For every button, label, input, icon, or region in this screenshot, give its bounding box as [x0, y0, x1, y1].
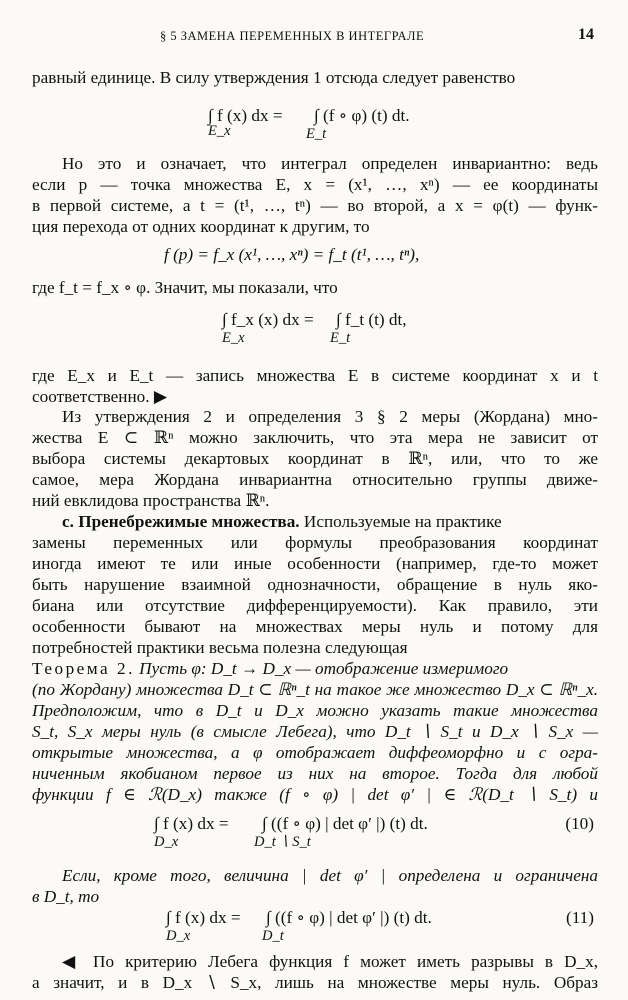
text-line: соответственно. ▶: [32, 387, 168, 406]
text-line: быть нарушение взаимной однозначности, обращение в нуль яко-: [32, 575, 598, 594]
text-line: где f_t = f_x ∘ φ. Значит, мы показали, что: [32, 278, 338, 297]
formula-11-left: ∫ f (x) dx =: [166, 908, 241, 927]
formula-1-sub2: E_t: [306, 126, 327, 142]
formula-11-right: ∫ ((f ∘ φ) | det φ′ |) (t) dt.: [266, 908, 432, 927]
text-line: ◀ По критерию Лебега функция f может иметь разрывы в D_x,: [62, 952, 598, 971]
text-line: иногда имеют те или иные особенности (например, где-то может: [32, 554, 598, 573]
text-line: Предположим, что в D_t и D_x можно указать такие множества: [32, 701, 598, 720]
section-title: c. Пренебрежимые множества.: [62, 512, 300, 531]
text-line: Но это и означает, что интеграл определен инвариантно: ведь: [62, 154, 598, 173]
text-line: функции f ∈ ℛ(D_x) также (f ∘ φ) | det φ′ | ∈ ℛ(D_t ∖ S_t) и: [32, 785, 598, 804]
text-line: [32, 659, 598, 679]
text-line: если p — точка множества E, x = (x¹, …, xⁿ) — ее координаты: [32, 175, 598, 194]
text-line: (по Жордану) множества D_t ⊂ ℝⁿ_t на такое же множество D_x ⊂ ℝⁿ_x.: [32, 680, 598, 699]
text-line: потребностей практики весьма полезна следующая: [32, 638, 408, 657]
formula-3-left: ∫ f_x (x) dx =: [222, 310, 314, 329]
formula-3-right: ∫ f_t (t) dt,: [336, 310, 407, 329]
formula-10-sub2: D_t ∖ S_t: [254, 834, 311, 850]
running-header: [0, 26, 628, 48]
text-line: где E_x и E_t — запись множества E в системе координат x и t: [32, 366, 598, 385]
formula-3-sub1: E_x: [222, 330, 245, 346]
text-line: выбора системы декартовых координат в ℝⁿ, или, что то же: [32, 449, 598, 468]
text-line: [62, 512, 628, 532]
equation-number-10: (10): [565, 814, 594, 833]
text-span: Используемые на практике: [299, 512, 502, 531]
text-line: самое, мера Жордана инвариантна относительно группы движе-: [32, 470, 598, 489]
text-line: открытые множества, а φ отображает диффеоморфно и с огра-: [32, 743, 598, 762]
text-line: в первой системе, а t = (t¹, …, tⁿ) — во второй, а x = φ(t) — функ-: [32, 196, 598, 215]
text-line: в D_t, то: [32, 887, 100, 906]
text-line: ний евклидова пространства ℝⁿ.: [32, 491, 270, 510]
formula-10-right: ∫ ((f ∘ φ) | det φ′ |) (t) dt.: [262, 814, 428, 833]
theorem-label: Теорема 2.: [32, 659, 135, 678]
page-number: 14: [578, 26, 594, 43]
text-line: ция перехода от одних координат к другим, то: [32, 217, 370, 236]
text-span: Пусть φ: D_t → D_x — отображение измеримого: [134, 659, 509, 678]
formula-11-sub1: D_x: [166, 928, 191, 944]
text-line: биана или отсутствие дифференцируемости). Как правило, эти: [32, 596, 598, 615]
formula-10-left: ∫ f (x) dx =: [154, 814, 229, 833]
text-line: равный единице. В силу утверждения 1 отсюда следует равенство: [32, 68, 516, 87]
text-line: замены переменных или формулы преобразования координат: [32, 533, 598, 552]
text-line: S_t, S_x меры нуль (в смысле Лебега), что D_t ∖ S_t и D_x ∖ S_x —: [32, 722, 598, 741]
formula-3-sub2: E_t: [330, 330, 351, 346]
formula-11-sub2: D_t: [262, 928, 284, 944]
text-line: а значит, и в D_x ∖ S_x, лишь на множестве меры нуль. Образ: [32, 973, 598, 992]
text-line: Если, кроме того, величина | det φ′ | определена и ограничена: [62, 866, 598, 885]
formula-1-sub1: E_x: [208, 123, 231, 139]
formula-1-left: ∫ f (x) dx =: [208, 106, 283, 125]
formula-1-right: ∫ (f ∘ φ) (t) dt.: [314, 106, 410, 125]
formula-2: f (p) = f_x (x¹, …, xⁿ) = f_t (t¹, …, tⁿ),: [164, 245, 420, 264]
text-line: жества E ⊂ ℝⁿ можно заключить, что эта мера не зависит от: [32, 428, 598, 447]
text-line: особенности бывают на множествах меры нуль и потому для: [32, 617, 598, 636]
text-line: Из утверждения 2 и определения 3 § 2 меры (Жордана) мно-: [62, 407, 598, 426]
formula-10-sub1: D_x: [154, 834, 179, 850]
equation-number-11: (11): [566, 908, 594, 927]
text-line: ниченным якобианом первое из них на второе. Тогда для любой: [32, 764, 598, 783]
header-title: § 5 ЗАМЕНА ПЕРЕМЕННЫХ В ИНТЕГРАЛЕ: [160, 29, 425, 43]
